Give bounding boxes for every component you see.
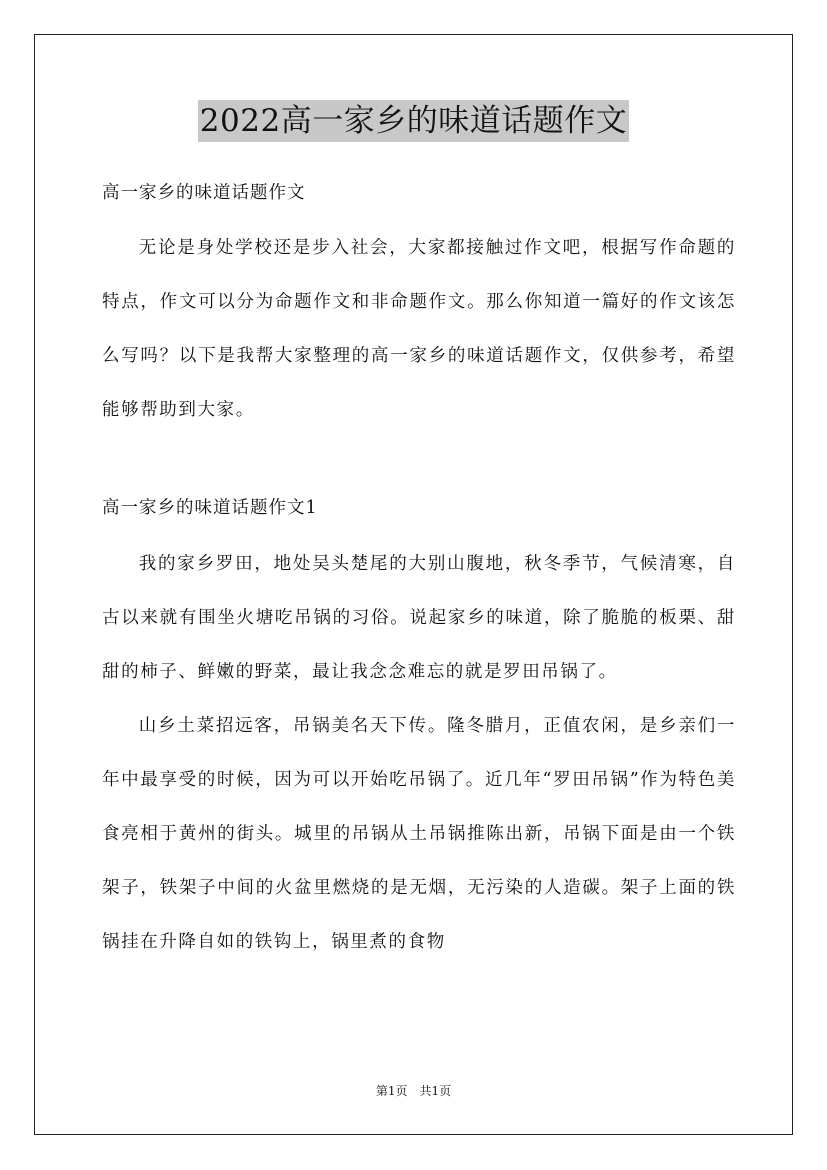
title-container: [0, 100, 827, 142]
section-heading-intro: 高一家乡的味道话题作文: [102, 183, 306, 203]
section-heading-essay-1: 高一家乡的味道话题作文1: [102, 498, 318, 518]
intro-paragraph: 无论是身处学校还是步入社会，大家都接触过作文吧，根据写作命题的特点，作文可以分为命题作文和非命题作文。那么你知道一篇好的作文该怎么写吗？以下是我帮大家整理的高一家乡的味道话题作文，仅供参考，希望能够帮助到大家。: [102, 238, 736, 420]
document-body: [102, 174, 736, 969]
document-title: 2022高一家乡的味道话题作文: [198, 100, 629, 142]
page-number-current: 第1页: [375, 1084, 408, 1098]
page-footer: [0, 1083, 827, 1099]
page-number-total: 共1页: [419, 1084, 452, 1098]
essay-paragraph-2: 山乡土菜招远客，吊锅美名天下传。隆冬腊月，正值农闲，是乡亲们一年中最享受的时候，因为可以开始吃吊锅了。近几年“罗田吊锅”作为特色美食亮相于黄州的街头。城里的吊锅从土吊锅推陈出新，吊锅下面是由一个铁架子，铁架子中间的火盆里燃烧的是无烟，无污染的人造碳。架子上面的铁锅挂在升降自如的铁钩上，锅里煮的食物: [102, 716, 736, 952]
essay-paragraph-1: 我的家乡罗田，地处吴头楚尾的大别山腹地，秋冬季节，气候清寒，自古以来就有围坐火塘吃吊锅的习俗。说起家乡的味道，除了脆脆的板栗、甜甜的柿子、鲜嫩的野菜，最让我念念难忘的就是罗田吊锅了。: [102, 554, 736, 682]
